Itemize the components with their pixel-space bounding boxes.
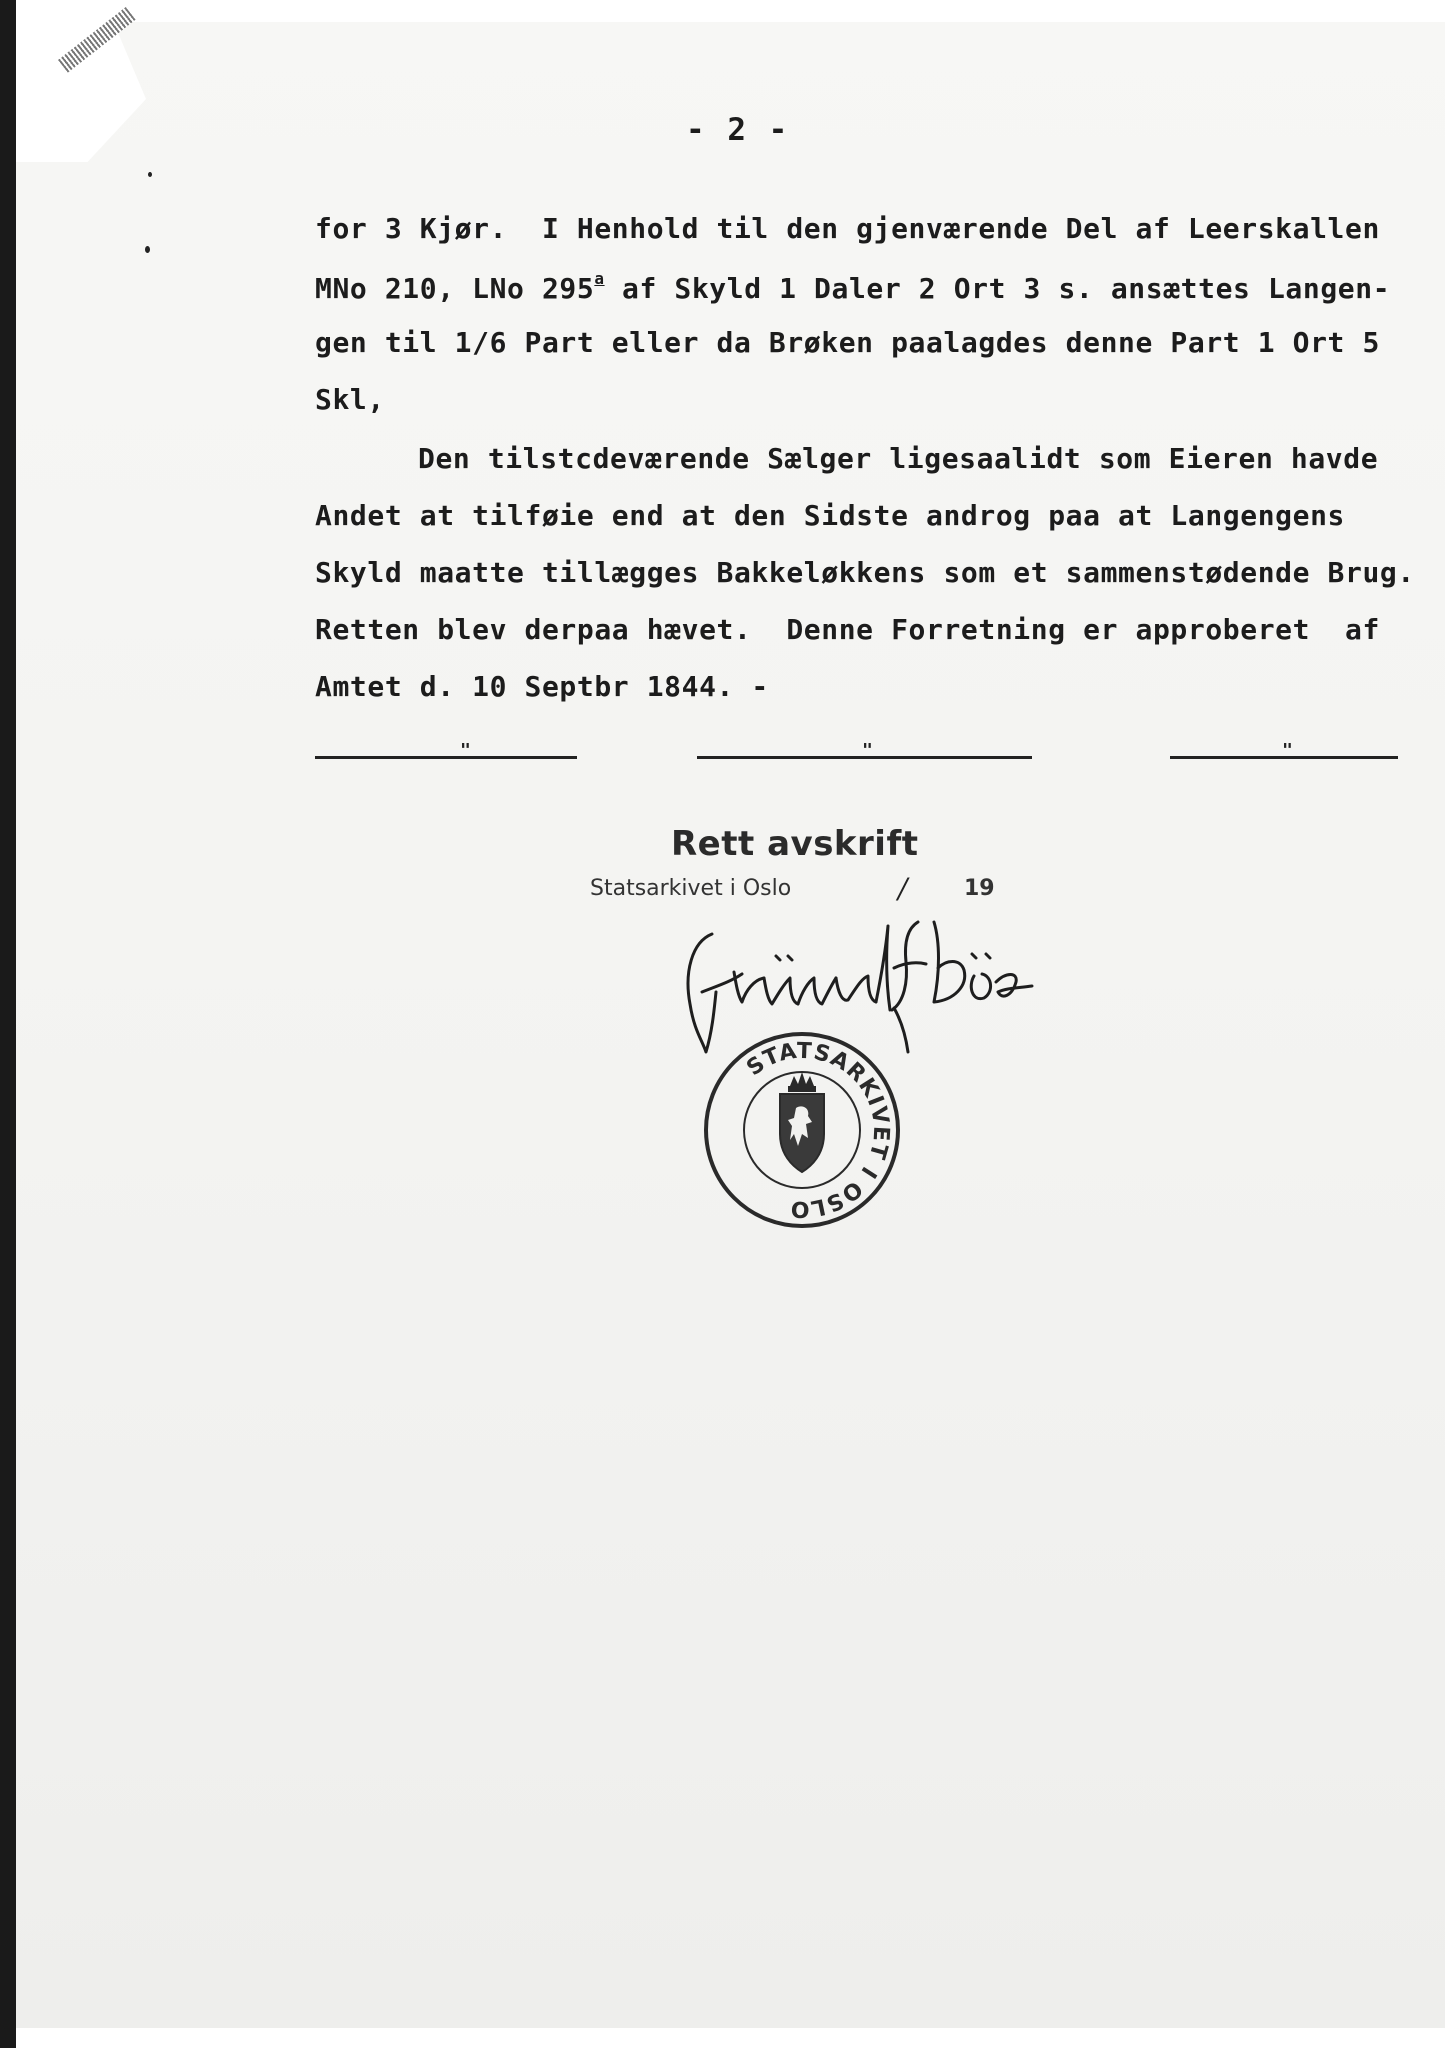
archive-seal-stamp [702, 1030, 902, 1230]
separator-mark-right: " [1282, 740, 1293, 761]
certification-title: Rett avskrift [671, 824, 919, 864]
separator-mark-left: " [460, 740, 471, 761]
body-line-5: Den tilstcdeværende Sælger ligesaalidt som Eieren havde [418, 442, 1379, 475]
body-line-1: for 3 Kjør. I Henhold til den gjenværende Del af Leerskallen [315, 212, 1380, 245]
separator-line-left [315, 756, 577, 759]
ink-speck [148, 172, 152, 177]
page-number: - 2 - [686, 112, 790, 148]
body-line-4: Skl, [315, 383, 385, 416]
certification-institution: Statsarkivet i Oslo [590, 876, 792, 901]
certification-year: 19 [964, 876, 995, 901]
body-line-9: Amtet d. 10 Septbr 1844. - [315, 670, 769, 703]
separator-mark-middle: " [862, 740, 873, 761]
scan-border-bottom [0, 2028, 1445, 2048]
body-line-8: Retten blev derpaa hævet. Denne Forretning er approberet af [315, 613, 1380, 646]
body-line-7: Skyld maatte tillægges Bakkeløkkens som et sammenstødende Brug. [315, 556, 1415, 589]
superscript-index: a [594, 269, 605, 288]
seal-ring-text: STATSARKIVET I OSLO [742, 1038, 894, 1222]
body-line-2-start: MNo 210, LNo 295 [315, 272, 595, 305]
scan-border-left [0, 0, 16, 2048]
scan-border-top [0, 0, 1445, 22]
body-line-3: gen til 1/6 Part eller da Brøken paalagdes denne Part 1 Ort 5 [315, 326, 1380, 359]
certification-slash: / [898, 872, 908, 905]
ink-speck [145, 246, 150, 253]
body-line-2-end: af Skyld 1 Daler 2 Ort 3 s. ansættes Langen- [604, 272, 1391, 305]
body-line-2 [315, 269, 1390, 305]
coat-of-arms-icon [780, 1072, 824, 1172]
body-line-6: Andet at tilføie end at den Sidste androg paa at Langengens [315, 499, 1345, 532]
